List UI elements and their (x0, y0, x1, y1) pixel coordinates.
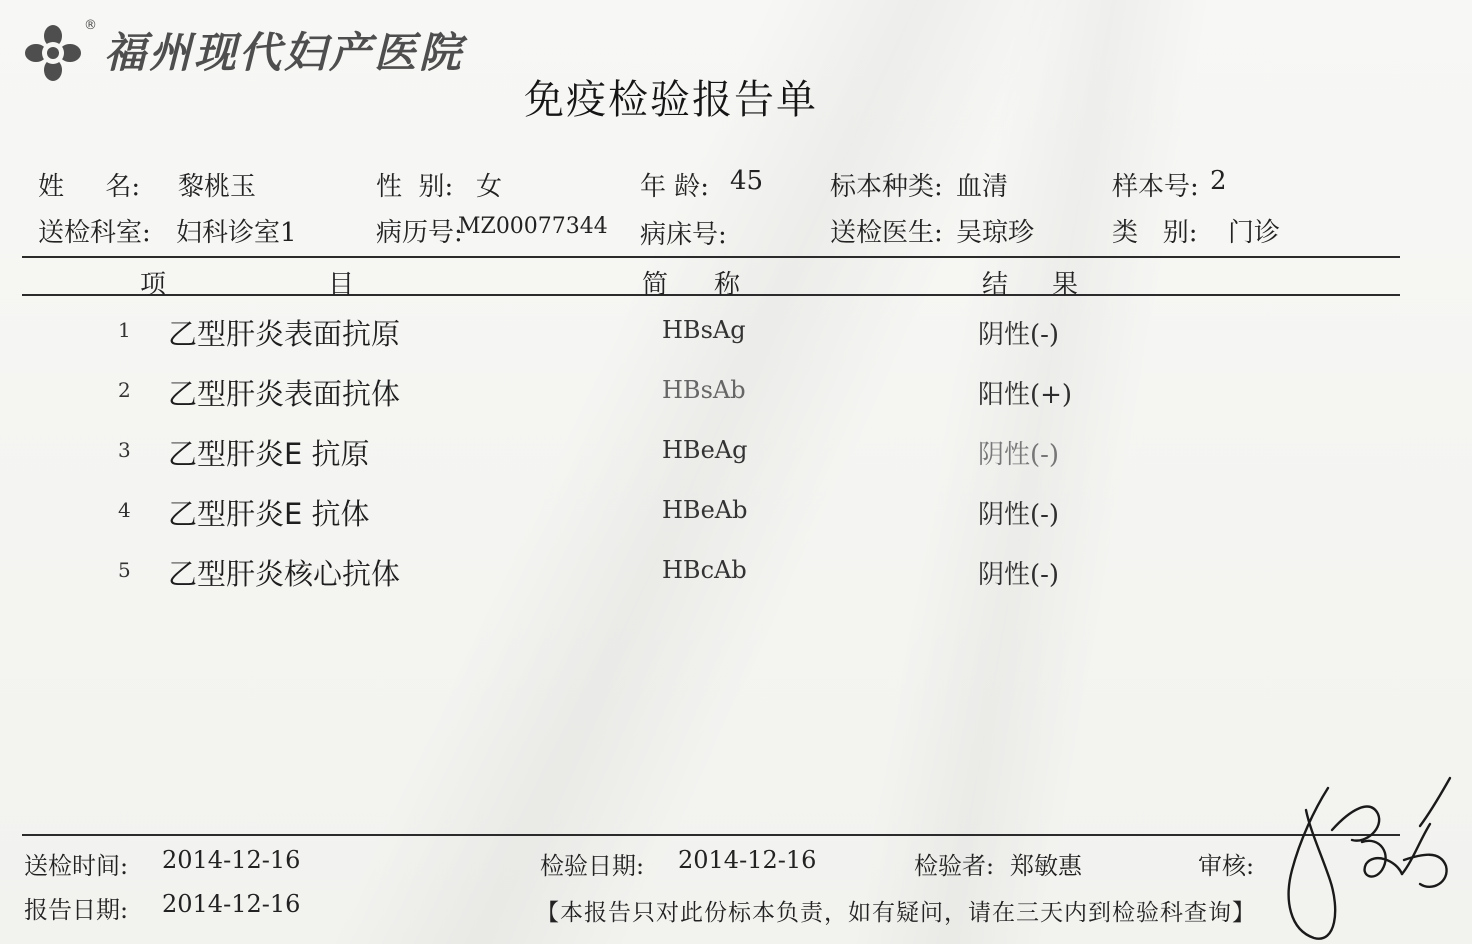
reviewer-signature (1270, 770, 1470, 944)
test-date: 2014-12-16 (678, 846, 817, 874)
test-name: 乙型肝炎表面抗原 (168, 317, 401, 351)
test-name: 乙型肝炎E 抗体 (168, 497, 370, 531)
test-date-label: 检验日期: (540, 852, 645, 880)
test-result: 阳性(+) (978, 380, 1073, 410)
test-abbr: HBeAb (662, 496, 748, 524)
test-result: 阴性(-) (978, 320, 1060, 350)
department: 妇科诊室1 (176, 218, 297, 248)
age-label: 年 龄: (640, 172, 710, 202)
footer-rule (22, 834, 1400, 836)
test-result: 阴性(-) (978, 560, 1060, 590)
doctor-label: 送检医生: (830, 218, 943, 248)
column-header-item-left: 项 (140, 270, 167, 300)
report-date-label: 报告日期: (24, 896, 129, 924)
department-label: 送检科室: (38, 218, 151, 248)
test-name: 乙型肝炎E 抗原 (168, 437, 370, 471)
disclaimer-notice: 【本报告只对此份标本负责，如有疑问，请在三天内到检验科查询】 (536, 900, 1256, 926)
test-abbr: HBsAb (662, 376, 746, 404)
record-no: MZ00077344 (458, 214, 608, 239)
bed-no-label: 病床号: (640, 220, 727, 250)
report-title: 免疫检验报告单 (524, 77, 818, 123)
table-top-rule (22, 256, 1400, 258)
report-date: 2014-12-16 (162, 890, 301, 918)
row-number: 3 (118, 438, 131, 462)
reviewer-label: 审核: (1198, 852, 1255, 880)
sex-label: 性 别: (376, 172, 454, 202)
row-number: 2 (118, 378, 131, 402)
column-header-abbr-left: 简 (642, 270, 669, 300)
record-no-label: 病历号: (376, 218, 463, 248)
column-header-abbr-right: 称 (714, 270, 741, 300)
test-result: 阴性(-) (978, 500, 1060, 530)
sample-no-label: 样本号: (1112, 172, 1199, 202)
category-label: 类 别: (1112, 218, 1198, 248)
test-name: 乙型肝炎表面抗体 (168, 377, 401, 411)
specimen-type: 血清 (956, 172, 1009, 202)
sample-no: 2 (1210, 166, 1227, 196)
name-label: 姓 名: (38, 172, 141, 202)
column-header-item-right: 目 (328, 270, 355, 300)
registered-mark: ® (84, 18, 97, 33)
patient-name: 黎桃玉 (178, 172, 257, 202)
tester: 郑敏惠 (1010, 852, 1082, 880)
column-header-result-right: 果 (1052, 270, 1079, 300)
table-header-rule (22, 294, 1400, 296)
specimen-type-label: 标本种类: (830, 172, 943, 202)
row-number: 1 (118, 318, 131, 342)
hospital-name: 福州现代妇产医院 (104, 28, 465, 77)
submit-time-label: 送检时间: (24, 852, 129, 880)
test-abbr: HBeAg (662, 436, 748, 464)
category: 门诊 (1228, 218, 1281, 248)
column-header-result-left: 结 (982, 270, 1009, 300)
tester-label: 检验者: (914, 852, 995, 880)
row-number: 5 (118, 558, 131, 582)
patient-sex: 女 (476, 172, 503, 202)
test-result: 阴性(-) (978, 440, 1060, 470)
patient-age: 45 (730, 166, 764, 196)
test-abbr: HBcAb (662, 556, 747, 584)
test-abbr: HBsAg (662, 316, 746, 344)
row-number: 4 (118, 498, 131, 522)
doctor: 吴琼珍 (956, 218, 1035, 248)
test-name: 乙型肝炎核心抗体 (168, 557, 401, 591)
submit-time: 2014-12-16 (162, 846, 301, 874)
hospital-logo-icon (22, 22, 84, 84)
